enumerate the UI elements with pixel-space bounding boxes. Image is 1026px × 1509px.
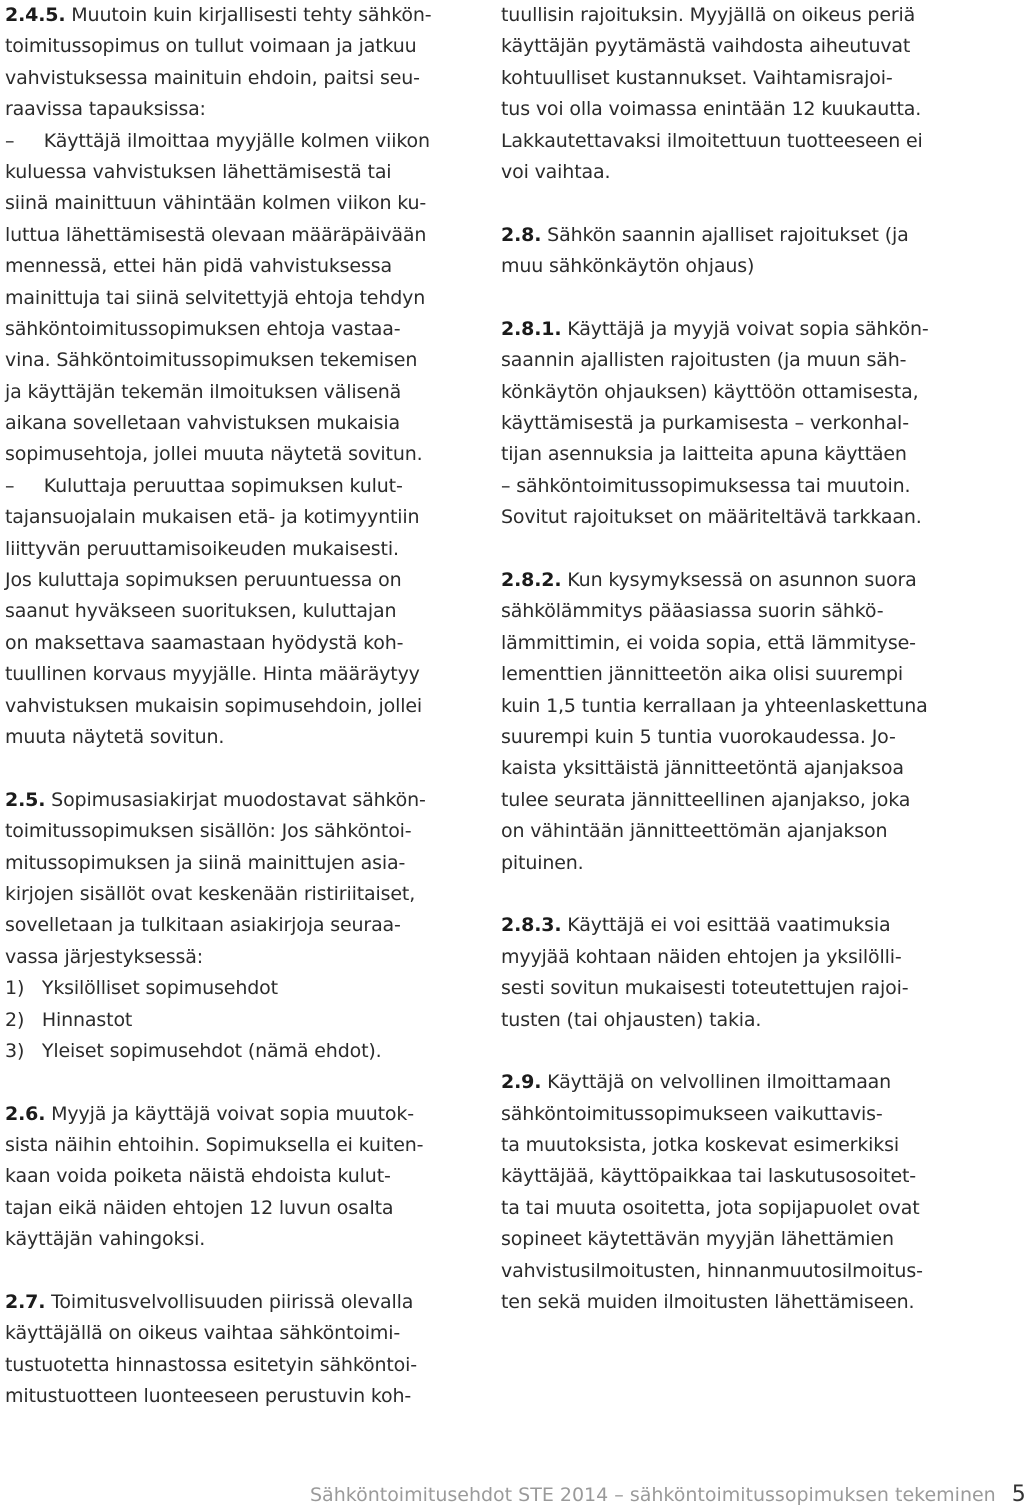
text-line [5,1161,465,1192]
line-text: ten sekä muiden ilmoitusten lähettämiseen. [501,1291,915,1314]
text-line [501,753,961,784]
text-line [5,816,465,847]
line-text: liittyvän peruuttamisoikeuden mukaisesti. [5,537,399,560]
line-text: tus voi olla voimassa enintään 12 kuukautta. [501,98,922,121]
text-line [5,251,465,282]
line-text: mennessä, ettei hän pidä vahvistuksessa [5,255,392,278]
text-line [5,1130,465,1161]
text-line [501,942,961,973]
line-text: lementtien jännitteetön aika olisi suurempi [501,663,904,686]
line-text: myyjää kohtaan näiden ehtojen ja yksilölli- [501,945,902,968]
line-text: Muutoin kuin kirjallisesti tehty sähkön- [65,4,432,26]
line-text: on maksettava saamastaan hyödystä koh- [5,631,404,654]
line-text: ja käyttäjän tekemän ilmoituksen välisenä [5,380,402,403]
text-line [5,1005,465,1036]
text-line [5,1318,465,1349]
line-text: vahvistuksen mukaisin sopimusehdoin, jollei [5,694,423,717]
text-line [5,439,465,470]
line-text: ta tai muuta osoitetta, jota sopijapuolet ovat [501,1196,920,1219]
line-text: Kun kysymyksessä on asunnon suora [561,569,917,592]
section-number: 2.8.1. [501,317,562,340]
text-line [501,471,961,502]
line-text: tustuotetta hinnastossa esitetyin sähköntoi- [5,1353,417,1376]
text-line [5,345,465,376]
paragraph-gap [5,1256,465,1287]
line-text: suurempi kuin 5 tuntia vuorokaudessa. Jo- [501,725,896,748]
paragraph-gap [5,753,465,784]
text-line [5,973,465,1004]
text-line [501,251,961,282]
paragraph-gap [501,534,961,565]
text-line [5,691,465,722]
text-line [501,63,961,94]
line-text: Jos kuluttaja sopimuksen peruuntuessa on [5,569,402,592]
section-number: 2.8.3. [501,914,562,937]
text-line [5,565,465,596]
text-line [5,910,465,941]
line-text: siinä mainittuun vähintään kolmen viikon ku- [5,192,427,215]
text-line [5,471,465,502]
text-line [5,314,465,345]
line-text: vahvistusilmoitusten, hinnanmuutosilmoitus- [501,1259,923,1282]
text-line [501,0,961,31]
text-line [5,0,465,31]
line-text: käyttäjän vahingoksi. [5,1228,206,1251]
text-line [5,1036,465,1067]
text-line [501,314,961,345]
text-line [5,283,465,314]
text-line [5,94,465,125]
text-line [5,502,465,533]
line-text: kaan voida poiketa näistä ehdoista kulut- [5,1165,391,1188]
footer-title: Sähköntoimitusehdot STE 2014 – sähköntoimitussopimuksen tekeminen [310,1484,996,1506]
line-text: Toimitusvelvollisuuden piirissä olevalla [45,1291,414,1314]
line-text: voi vaihtaa. [501,160,611,183]
line-text: pituinen. [501,851,584,874]
line-text: Myyjä ja käyttäjä voivat sopia muutok- [45,1102,414,1125]
line-text: käyttäjää, käyttöpaikkaa tai laskutusosoitet- [501,1165,917,1188]
line-text: tajan eikä näiden ehtojen 12 luvun osalta [5,1196,394,1219]
page-footer [310,1482,1026,1507]
text-line [501,596,961,627]
line-text: tuullinen korvaus myyjälle. Hinta määräytyy [5,663,420,686]
line-text: mitustuotteen luonteeseen perustuvin koh- [5,1385,412,1408]
line-text: kohtuulliset kustannukset. Vaihtamisrajoi- [501,66,893,89]
line-text: vassa järjestyksessä: [5,945,203,968]
section-number: 2.5. [5,788,46,811]
paragraph-gap [5,1067,465,1098]
text-line [5,220,465,251]
text-line [5,1287,465,1318]
line-text: Lakkautettavaksi ilmoitettuun tuotteeseen ei [501,129,923,152]
text-line [501,94,961,125]
text-line [5,1381,465,1412]
text-line [5,188,465,219]
line-text: on vähintään jännitteettömän ajanjakson [501,820,888,843]
line-text: Sopimusasiakirjat muodostavat sähkön- [45,788,426,811]
line-text: saanut hyväkseen suorituksen, kuluttajan [5,600,397,623]
line-text: Sovitut rajoitukset on määriteltävä tarkkaan. [501,506,922,529]
line-text: vahvistuksessa mainituin ehdoin, paitsi seu- [5,66,420,89]
text-line [501,1161,961,1192]
line-text: sähkölämmitys pääasiassa suorin sähkö- [501,600,884,623]
line-text: sopineet käytettävän myyjän lähettämien [501,1228,894,1251]
line-text: – Kuluttaja peruuttaa sopimuksen kulut- [5,474,403,497]
left-column [5,0,465,1413]
text-line [501,628,961,659]
text-line [5,785,465,816]
line-text: mitussopimuksen ja siinä mainittujen asia- [5,851,406,874]
line-text: – Käyttäjä ilmoittaa myyjälle kolmen viikon [5,129,430,152]
text-line [5,942,465,973]
line-text: vina. Sähköntoimitussopimuksen tekemisen [5,349,418,372]
line-text: ta muutoksista, jotka koskevat esimerkiksi [501,1134,900,1157]
line-text: mainittuja tai siinä selvitettyjä ehtoja tehdyn [5,286,426,309]
text-line [501,1067,961,1098]
line-text: raavissa tapauksissa: [5,98,206,121]
text-line [501,31,961,62]
text-line [5,659,465,690]
line-text: tajansuojalain mukaisen etä- ja kotimyyntiin [5,506,420,529]
line-text: Käyttäjä ja myyjä voivat sopia sähkön- [561,317,929,340]
text-line [5,1099,465,1130]
line-text: Käyttäjä on velvollinen ilmoittamaan [541,1071,892,1094]
text-line [501,1005,961,1036]
line-text: kuin 1,5 tuntia kerrallaan ja yhteenlaskettuna [501,694,928,717]
line-text: kaista yksittäistä jännitteetöntä ajanjaksoa [501,757,904,780]
text-line [501,157,961,188]
section-number: 2.6. [5,1102,46,1125]
text-line [501,1130,961,1161]
line-text: muu sähkönkäytön ohjaus) [501,255,755,278]
line-text: käyttäjän pyytämästä vaihdosta aiheutuvat [501,35,911,58]
text-line [5,31,465,62]
text-line [501,1224,961,1255]
section-number: 2.8. [501,223,542,246]
text-line [501,691,961,722]
line-text: sähköntoimitussopimukseen vaikuttavis- [501,1102,883,1125]
text-line [5,377,465,408]
text-line [5,1193,465,1224]
line-text: kuluessa vahvistuksen lähettämisestä tai [5,160,392,183]
section-number: 2.9. [501,1071,542,1094]
text-line [5,1350,465,1381]
paragraph-gap [501,188,961,219]
page-number: 5 [1011,1482,1026,1507]
line-text: Käyttäjä ei voi esittää vaatimuksia [561,914,891,937]
line-text: 1) Yksilölliset sopimusehdot [5,977,278,1000]
line-text: sovelletaan ja tulkitaan asiakirjoja seuraa- [5,914,401,937]
text-line [5,722,465,753]
text-line [501,345,961,376]
text-line [5,534,465,565]
line-text: könkäytön ohjauksen) käyttöön ottamisesta, [501,380,919,403]
text-line [5,1224,465,1255]
line-text: tuullisin rajoituksin. Myyjällä on oikeus periä [501,4,916,26]
text-line [501,220,961,251]
line-text: käyttämisestä ja purkamisesta – verkonhal- [501,412,909,435]
paragraph-gap [501,1036,961,1067]
line-text: toimitussopimuksen sisällön: Jos sähköntoi- [5,820,412,843]
text-line [5,879,465,910]
text-line [501,502,961,533]
line-text: luttua lähettämisestä olevaan määräpäivään [5,223,427,246]
text-line [501,1099,961,1130]
text-line [501,659,961,690]
section-number: 2.7. [5,1291,46,1314]
text-line [501,848,961,879]
line-text: toimitussopimus on tullut voimaan ja jatkuu [5,35,417,58]
line-text: lämmittimin, ei voida sopia, että lämmityse- [501,631,916,654]
line-text: kirjojen sisällöt ovat keskenään ristiriitaiset, [5,882,416,905]
line-text: Sähkön saannin ajalliset rajoitukset (ja [541,223,909,246]
text-line [5,628,465,659]
text-line [501,1256,961,1287]
line-text: sopimusehtoja, jollei muuta näytetä sovitun. [5,443,423,466]
text-line [501,408,961,439]
text-line [501,439,961,470]
text-line [5,157,465,188]
line-text: muuta näytetä sovitun. [5,725,225,748]
text-line [5,63,465,94]
text-line [501,722,961,753]
line-text: aikana sovelletaan vahvistuksen mukaisia [5,412,400,435]
line-text: sista näihin ehtoihin. Sopimuksella ei kuiten- [5,1134,424,1157]
line-text: 2) Hinnastot [5,1008,133,1031]
text-line [501,785,961,816]
text-line [501,126,961,157]
line-text: sesti sovitun mukaisesti toteutettujen rajoi- [501,977,909,1000]
text-line [501,565,961,596]
text-line [5,596,465,627]
line-text: tulee seurata jännitteellinen ajanjakso, joka [501,788,911,811]
section-number: 2.4.5. [5,4,66,26]
text-line [501,1287,961,1318]
section-number: 2.8.2. [501,569,562,592]
right-column [501,0,961,1318]
line-text: tusten (tai ohjausten) takia. [501,1008,762,1031]
text-line [501,816,961,847]
paragraph-gap [501,879,961,910]
text-line [5,126,465,157]
text-line [501,973,961,1004]
text-line [501,1193,961,1224]
paragraph-gap [501,283,961,314]
line-text: sähköntoimitussopimuksen ehtoja vastaa- [5,317,401,340]
line-text: tijan asennuksia ja laitteita apuna käyttäen [501,443,907,466]
line-text: saannin ajallisten rajoitusten (ja muun säh- [501,349,907,372]
text-line [5,848,465,879]
line-text: – sähköntoimitussopimuksessa tai muutoin. [501,474,911,497]
text-line [501,910,961,941]
line-text: käyttäjällä on oikeus vaihtaa sähköntoimi- [5,1322,401,1345]
line-text: 3) Yleiset sopimusehdot (nämä ehdot). [5,1039,382,1062]
text-line [5,408,465,439]
text-line [501,377,961,408]
